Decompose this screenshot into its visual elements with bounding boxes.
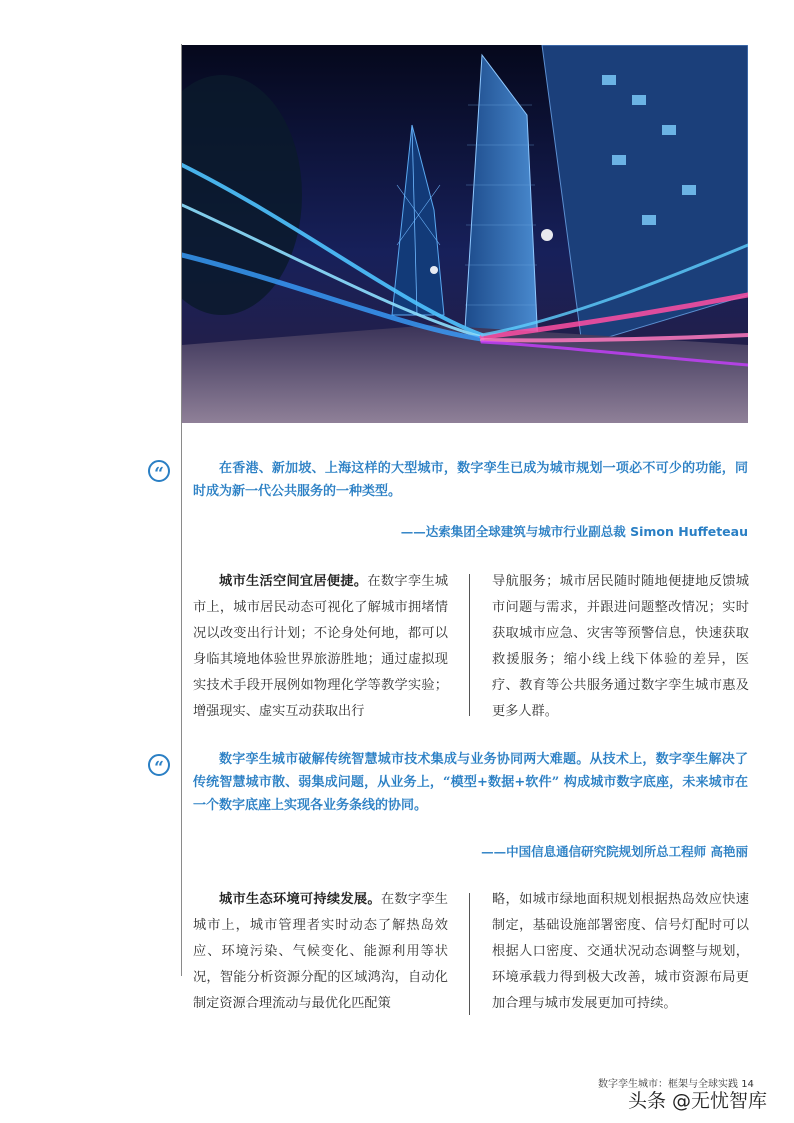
quote-1-attribution xyxy=(401,522,748,540)
section-2-lead: 城市生态环境可持续发展。 xyxy=(219,892,381,907)
quote-1-attribution-name: Simon Huffeteau xyxy=(630,524,748,539)
running-title: 数字孪生城市：框架与全球实践 xyxy=(598,1079,738,1090)
quote-mark-icon: “ xyxy=(148,460,170,482)
quote-2-attribution-title: ——中国信息通信研究院规划所总工程师 高艳丽 xyxy=(481,844,748,859)
quote-mark-icon: “ xyxy=(148,754,170,776)
quote-2-text: 数字孪生城市破解传统智慧城市技术集成与业务协同两大难题。从技术上，数字孪生解决了传统智慧城市散、弱集成问题，从业务上，“模型+数据+软件” 构成城市数字底座，未来城市在一个数字底座上实现各业务条线的协同。 xyxy=(193,752,748,813)
column-divider xyxy=(469,893,470,1015)
watermark: 头条 @无忧智库 xyxy=(628,1090,768,1112)
city-light-trails-image xyxy=(182,45,748,423)
section-1-left-column xyxy=(193,569,448,725)
column-divider xyxy=(469,574,470,716)
quote-1-text: 在香港、新加坡、上海这样的大型城市，数字孪生已成为城市规划一项必不可少的功能，同时成为新一代公共服务的一种类型。 xyxy=(193,461,748,499)
section-1-right-column: 导航服务；城市居民随时随地便捷地反馈城市问题与需求，并跟进问题整改情况；实时获取城市应急、灾害等预警信息，快速获取救援服务；缩小线上线下体验的差异，医疗、教育等公共服务通过数字孪生城市惠及更多人群。 xyxy=(492,574,749,719)
section-2-left-column xyxy=(193,887,448,1017)
section-1-lead: 城市生活空间宜居便捷。 xyxy=(219,574,368,589)
section-1-left-text: 在数字孪生城市上，城市居民动态可视化了解城市拥堵情况以改变出行计划；不论身处何地，都可以身临其境地体验世界旅游胜地；通过虚拟现实技术手段开展例如物理化学等教学实验；增强现实、虚实互动获取出行 xyxy=(193,574,449,719)
quote-1-attribution-title: ——达索集团全球建筑与城市行业副总裁 xyxy=(400,524,631,539)
section-2-right-column: 略，如城市绿地面积规划根据热岛效应快速制定，基础设施部署密度、信号灯配时可以根据人口密度、交通状况动态调整与规划，环境承载力得到极大改善，城市资源布局更加合理与城市发展更加可持续。 xyxy=(492,892,749,1011)
page-number: 14 xyxy=(741,1079,754,1090)
quote-2-attribution xyxy=(481,842,748,860)
hero-image-city-night xyxy=(182,45,748,423)
section-2-left-text: 在数字孪生城市上，城市管理者实时动态了解热岛效应、环境污染、气候变化、能源利用等状况，智能分析资源分配的区域鸿沟，自动化制定资源合理流动与最优化匹配策 xyxy=(193,892,448,1011)
